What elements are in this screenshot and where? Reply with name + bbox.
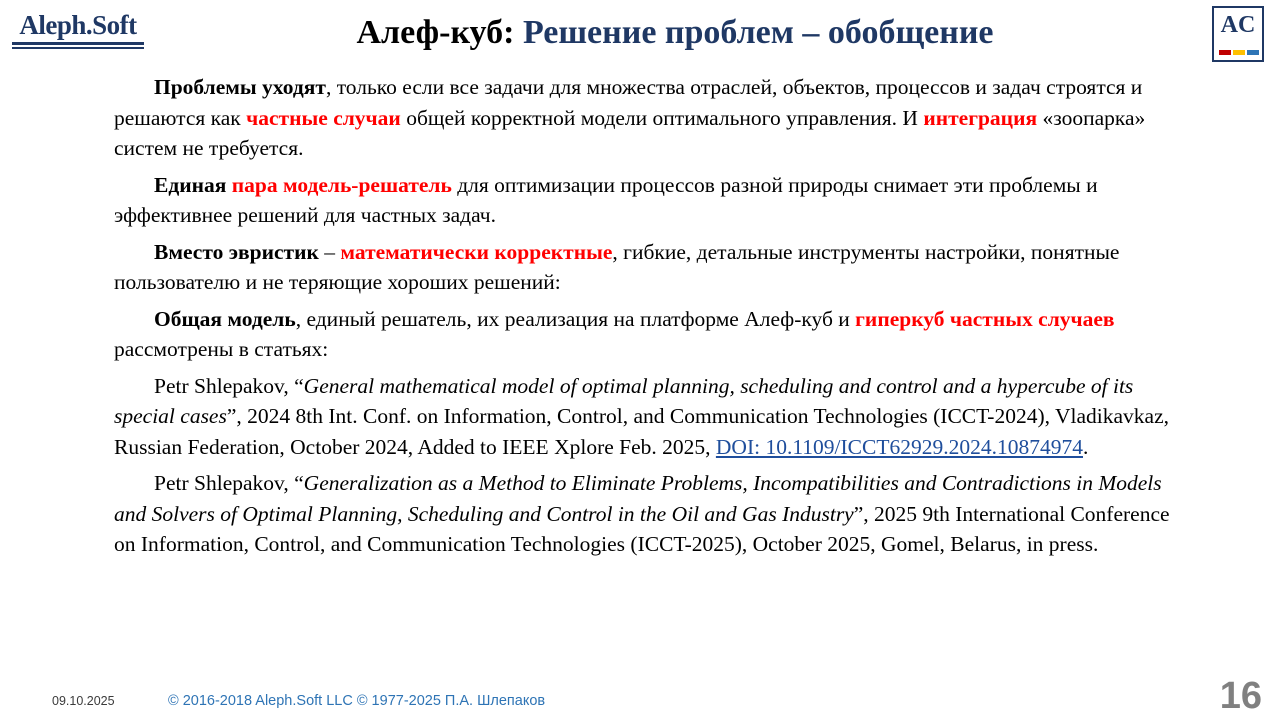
footer-copyright: © 2016-2018 Aleph.Soft LLC © 1977-2025 П.А. Шлепаков (168, 693, 546, 709)
page-title (160, 12, 1190, 54)
cube-bar-blue (1247, 50, 1259, 55)
paragraph (114, 304, 1194, 365)
page-title-prefix: Алеф-куб: (356, 14, 515, 51)
text-run: General mathematical model of optimal planning, scheduling and control and a hypercube of its special cases (114, 373, 1134, 428)
text-run: математически корректные (340, 239, 613, 264)
logo-divider (12, 42, 144, 45)
text-run: . (1083, 434, 1089, 459)
paragraph (114, 468, 1194, 560)
text-run: Проблемы уходят (154, 75, 326, 99)
page-title-rest: Решение проблем – обобщение (522, 14, 994, 51)
company-logo (10, 8, 146, 60)
cube-icon-label: AC (1220, 12, 1256, 38)
text-run: рассмотрены в статьях: (114, 337, 329, 361)
company-logo-text: Aleph.Soft (19, 10, 137, 40)
text-run: ”, 2024 8th Int. Conf. on Information, Control, and Communication Technologies (ICCT-2024), Vladikavkaz, Russian Federation, October 2024, Added to IEEE Xplore Feb. 2025, (114, 404, 1170, 459)
text-run: гиперкуб частных случаев (855, 306, 1115, 331)
text-run: частные случаи (246, 105, 401, 130)
text-run: общей корректной модели оптимального управления. И (400, 105, 924, 130)
cube-bar-yellow (1233, 50, 1245, 55)
cube-bar-red (1219, 50, 1231, 55)
paragraph (114, 170, 1194, 231)
cube-icon (1212, 6, 1264, 62)
text-run: «зоопарка» систем не требуется. (114, 105, 1146, 160)
text-run: для оптимизации процессов разной природы снимает эти проблемы и эффективнее решений для частных задач. (114, 172, 1098, 227)
page-number: 16 (1219, 675, 1262, 717)
slide-body (114, 72, 1194, 566)
text-run: Общая модель (154, 306, 296, 331)
doi-link[interactable]: DOI: 10.1109/ICCT62929.2024.10874974 (715, 434, 1083, 459)
text-run: Вместо эвристик (154, 239, 319, 264)
text-run: Petr Shlepakov, “ (154, 471, 304, 495)
paragraph (114, 237, 1194, 298)
paragraph (114, 371, 1194, 463)
text-run: , только если все задачи для множества отраслей, объектов, процессов и задач строятся и решаются как (114, 75, 1143, 130)
text-run: – (318, 239, 341, 264)
text-run: ”, 2025 9th International Conference on Information, Control, and Communication Technologies (ICCT-2025), October 2025, Gomel, Belarus, in press. (114, 501, 1170, 556)
text-run: , единый решатель, их реализация на платформе Алеф-куб и (295, 306, 856, 331)
logo-divider-secondary (12, 47, 144, 49)
text-run: интеграция (923, 105, 1038, 130)
text-run: пара модель-решатель (231, 172, 452, 197)
text-run: Единая (154, 172, 232, 197)
aleph-cube-logo (1212, 6, 1266, 66)
text-run: Petr Shlepakov, “ (154, 373, 304, 398)
footer-date: 09.10.2025 (52, 694, 115, 708)
text-run: Generalization as a Method to Eliminate Problems, Incompatibilities and Contradictions in Models and Solvers of Optimal Planning, Scheduling and Control in the Oil and Gas Industry (114, 471, 1162, 526)
text-run: , гибкие, детальные инструменты настройки, понятные пользователю и не теряющие хороших решений: (114, 239, 1120, 294)
paragraph (114, 72, 1194, 164)
